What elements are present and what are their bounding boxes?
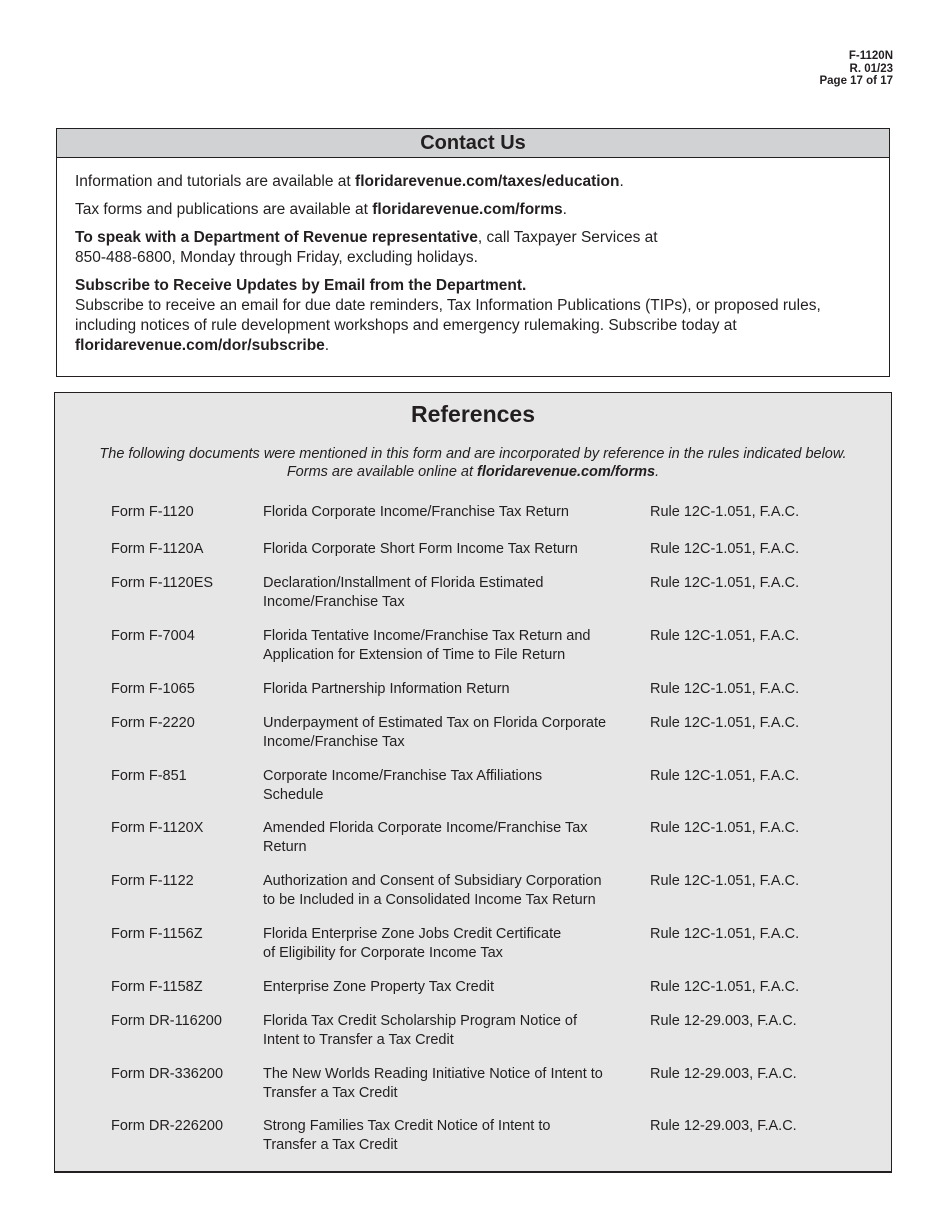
contact-us-box xyxy=(56,128,890,377)
reference-form-number: Form F-1122 xyxy=(111,873,194,889)
reference-form-title: The New Worlds Reading Initiative Notice of Intent to Transfer a Tax Credit xyxy=(263,1066,603,1101)
reference-form-number: Form F-1156Z xyxy=(111,926,203,942)
reference-rule: Rule 12-29.003, F.A.C. xyxy=(650,1066,797,1082)
reference-rule: Rule 12C-1.051, F.A.C. xyxy=(650,575,800,591)
period: . xyxy=(562,201,567,218)
reference-rule: Rule 12C-1.051, F.A.C. xyxy=(650,541,800,557)
phone-hours-text: 850-488-6800, Monday through Friday, excluding holidays. xyxy=(75,249,478,266)
tutorials-text: Information and tutorials are available at xyxy=(75,173,356,190)
reference-form-title: Amended Florida Corporate Income/Franchise Tax Return xyxy=(263,820,588,855)
reference-form-title: Florida Tentative Income/Franchise Tax Return and Application for Extension of Time to File Return xyxy=(263,628,591,663)
references-title: References xyxy=(410,401,536,427)
reference-form-number: Form F-1120X xyxy=(111,820,204,836)
reference-form-title: Florida Tax Credit Scholarship Program Notice of Intent to Transfer a Tax Credit xyxy=(263,1013,578,1048)
reference-form-title: Strong Families Tax Credit Notice of Intent to Transfer a Tax Credit xyxy=(263,1118,551,1153)
reference-form-number: Form F-1065 xyxy=(111,681,195,697)
reference-rule: Rule 12C-1.051, F.A.C. xyxy=(650,628,800,644)
reference-rule: Rule 12C-1.051, F.A.C. xyxy=(650,979,800,995)
reference-form-title: Florida Corporate Short Form Income Tax Return xyxy=(263,541,578,557)
reference-rule: Rule 12C-1.051, F.A.C. xyxy=(650,681,800,697)
reference-rule: Rule 12C-1.051, F.A.C. xyxy=(650,768,800,784)
reference-rule: Rule 12-29.003, F.A.C. xyxy=(650,1013,797,1029)
references-forms-link[interactable]: floridarevenue.com/forms xyxy=(477,464,656,480)
reference-form-number: Form F-1158Z xyxy=(111,979,203,995)
representative-bold: To speak with a Department of Revenue representative xyxy=(75,229,478,246)
subscribe-paragraph xyxy=(75,276,871,356)
page-number: Page 17 of 17 xyxy=(819,75,893,87)
reference-form-title: Underpayment of Estimated Tax on Florida Corporate Income/Franchise Tax xyxy=(263,715,607,750)
subscribe-text: Subscribe to receive an email for due date reminders, Tax Information Publications (TIPs), or proposed rules, including notices of rule development workshops and emergency rulemaking. Subscribe today at xyxy=(75,297,821,334)
tutorials-line xyxy=(75,172,871,192)
reference-form-title: Authorization and Consent of Subsidiary Corporation to be Included in a Consolidated Income Tax Return xyxy=(263,873,602,908)
period: . xyxy=(655,464,660,480)
reference-form-number: Form DR-226200 xyxy=(111,1118,224,1134)
forms-text: Tax forms and publications are available at xyxy=(75,201,373,218)
reference-form-title: Corporate Income/Franchise Tax Affiliations Schedule xyxy=(263,768,543,803)
reference-form-number: Form DR-116200 xyxy=(111,1013,222,1029)
period: . xyxy=(324,337,330,354)
reference-form-title: Declaration/Installment of Florida Estimated Income/Franchise Tax xyxy=(263,575,544,610)
subscribe-link[interactable]: floridarevenue.com/dor/subscribe xyxy=(75,337,325,354)
subscribe-heading: Subscribe to Receive Updates by Email from the Department. xyxy=(75,277,527,294)
form-identifier xyxy=(819,50,893,88)
forms-link[interactable]: floridarevenue.com/forms xyxy=(372,201,563,218)
reference-rule: Rule 12C-1.051, F.A.C. xyxy=(650,820,800,836)
reference-form-number: Form F-7004 xyxy=(111,628,195,644)
reference-form-title: Florida Partnership Information Return xyxy=(263,681,510,697)
reference-form-number: Form F-1120ES xyxy=(111,575,214,591)
form-revision: R. 01/23 xyxy=(849,62,893,75)
reference-rule: Rule 12C-1.051, F.A.C. xyxy=(650,504,800,520)
representative-line xyxy=(75,228,871,268)
reference-form-number: Form F-851 xyxy=(111,768,187,784)
reference-rule: Rule 12C-1.051, F.A.C. xyxy=(650,926,800,942)
form-number: F-1120N xyxy=(848,50,893,62)
forms-line xyxy=(75,200,871,220)
reference-form-title: Florida Corporate Income/Franchise Tax Return xyxy=(263,504,569,520)
reference-rule: Rule 12C-1.051, F.A.C. xyxy=(650,873,800,889)
period: . xyxy=(619,173,624,190)
representative-text: , call Taxpayer Services at xyxy=(477,229,658,246)
reference-form-number: Form F-1120A xyxy=(111,541,204,557)
education-link[interactable]: floridarevenue.com/taxes/education xyxy=(355,173,620,190)
intro-text: The following documents were mentioned in this form and are incorporated by reference in the rules indicated below. xyxy=(99,446,847,462)
reference-form-number: Form F-2220 xyxy=(111,715,195,731)
reference-rule: Rule 12C-1.051, F.A.C. xyxy=(650,715,800,731)
references-box xyxy=(54,392,892,1173)
references-intro xyxy=(55,445,891,481)
reference-form-number: Form F-1120 xyxy=(111,504,194,520)
reference-form-title: Enterprise Zone Property Tax Credit xyxy=(263,979,495,995)
reference-rule: Rule 12-29.003, F.A.C. xyxy=(650,1118,797,1134)
contact-us-body xyxy=(57,158,889,356)
contact-us-title: Contact Us xyxy=(57,129,889,158)
reference-form-title: Florida Enterprise Zone Jobs Credit Certificate of Eligibility for Corporate Income Tax xyxy=(263,926,562,961)
intro-online-text: Forms are available online at xyxy=(286,464,478,480)
reference-form-number: Form DR-336200 xyxy=(111,1066,224,1082)
